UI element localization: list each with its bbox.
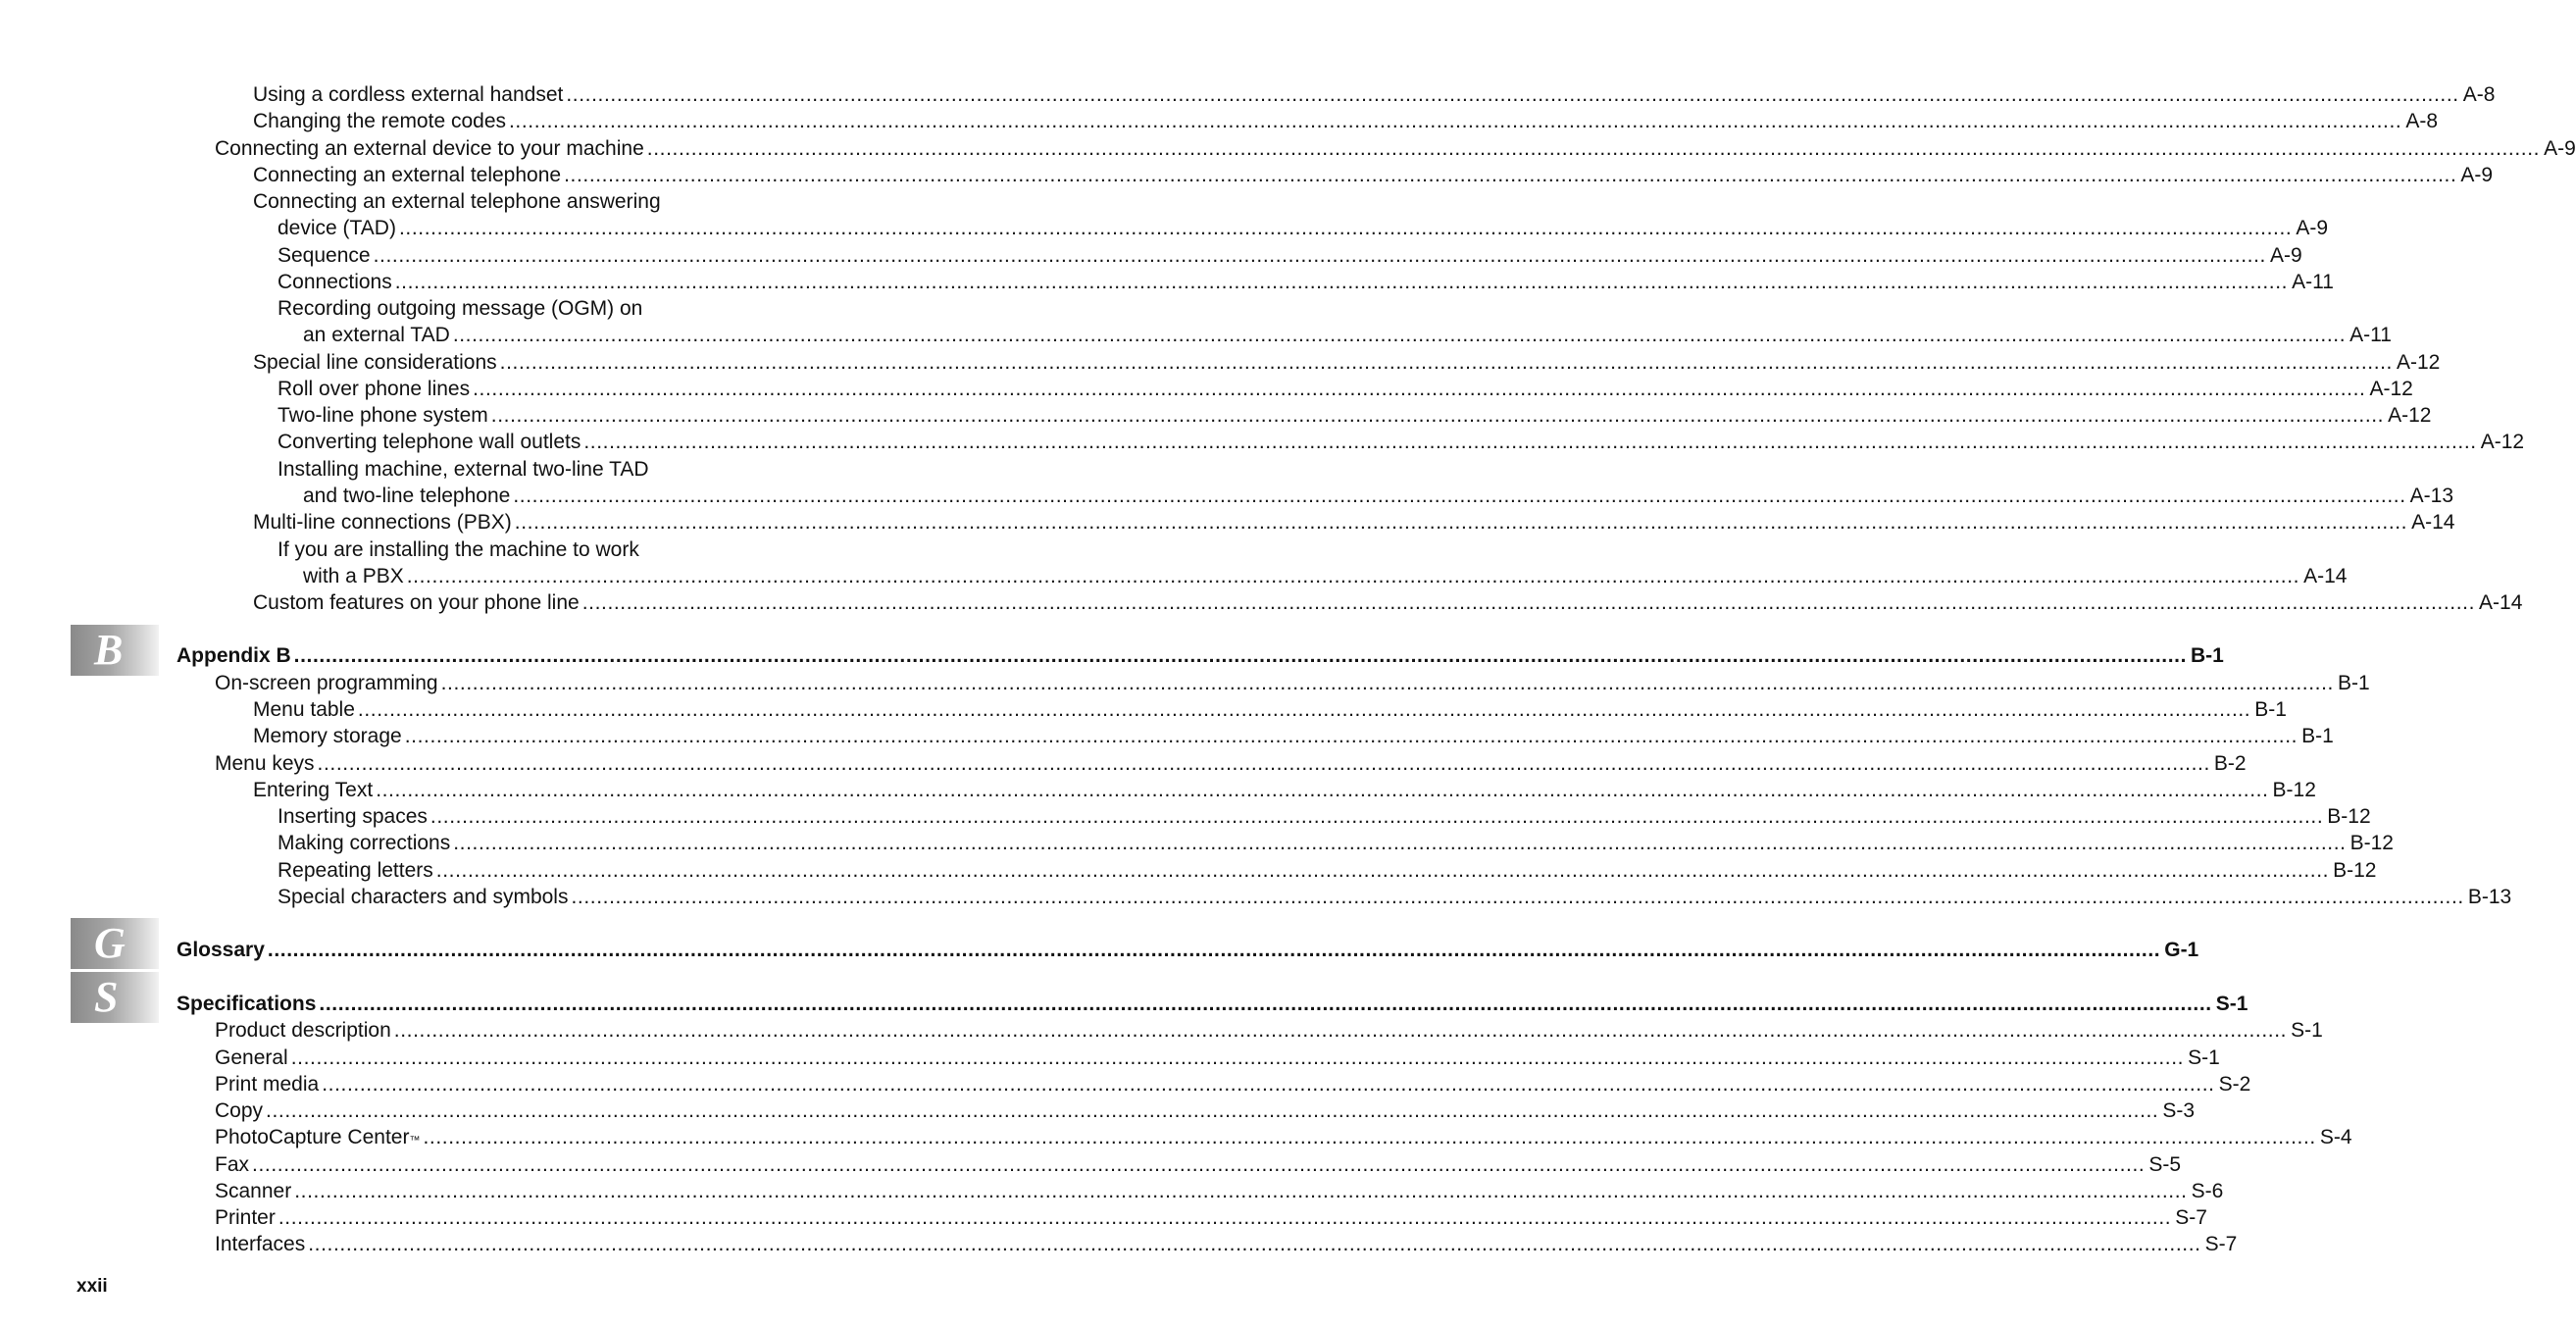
toc-page-number: A-14	[2303, 565, 2348, 587]
toc-page-number: B-12	[2272, 779, 2316, 801]
toc-entry-title: On-screen programming	[215, 672, 438, 694]
toc-entry-title: Changing the remote codes	[253, 110, 506, 132]
toc-entry-title: Converting telephone wall outlets	[278, 431, 581, 453]
toc-entry-title: Menu keys	[215, 752, 315, 775]
dot-leader: ............................................................................................................................................................................................................................................................................................................	[490, 404, 2385, 427]
toc-entry[interactable]	[215, 1151, 2182, 1178]
toc-entry[interactable]	[278, 402, 2432, 429]
toc-page-number: B-2	[2213, 752, 2247, 775]
dot-leader: ............................................................................................................................................................................................................................................................................................................	[322, 1073, 2215, 1096]
toc-entry-title: an external TAD	[303, 324, 450, 346]
toc-entry[interactable]	[253, 696, 2287, 723]
toc-entry[interactable]	[278, 830, 2394, 856]
toc-entry-title: Connecting an external telephone	[253, 164, 562, 186]
toc-page-number: B-12	[2327, 805, 2371, 828]
toc-entry[interactable]	[253, 81, 2496, 108]
dot-leader: ............................................................................................................................................................................................................................................................................................................	[566, 83, 2459, 106]
toc-entry[interactable]	[278, 269, 2334, 295]
toc-entry-title: Appendix B	[177, 644, 291, 667]
dot-leader: ............................................................................................................................................................................................................................................................................................................	[373, 244, 2266, 267]
toc-page-number: S-6	[2191, 1180, 2224, 1202]
dot-leader: ............................................................................................................................................................................................................................................................................................................	[406, 565, 2300, 587]
toc-page-number: A-14	[2411, 511, 2455, 534]
dot-leader: ............................................................................................................................................................................................................................................................................................................	[267, 939, 2161, 961]
dot-leader: ............................................................................................................................................................................................................................................................................................................	[290, 1046, 2185, 1069]
dot-leader: ............................................................................................................................................................................................................................................................................................................	[499, 351, 2393, 374]
toc-entry-title: If you are installing the machine to work	[278, 538, 639, 561]
toc-entry-title: Using a cordless external handset	[253, 83, 564, 106]
toc-entry-title: with a PBX	[303, 565, 404, 587]
dot-leader: ............................................................................................................................................................................................................................................................................................................	[513, 484, 2406, 507]
toc-entry-title: Menu table	[253, 698, 355, 721]
toc-entry[interactable]	[215, 1204, 2207, 1231]
toc-entry[interactable]	[253, 349, 2441, 376]
section-tab-letter: G	[94, 919, 126, 967]
toc-entry-title: Connecting an external device to your machine	[215, 137, 644, 160]
toc-entry[interactable]	[253, 723, 2334, 749]
toc-entry[interactable]	[278, 376, 2413, 402]
toc-entry-title: Connecting an external telephone answering	[253, 190, 661, 213]
toc-entry[interactable]	[215, 135, 2576, 162]
toc-entry-title: Fax	[215, 1153, 250, 1176]
toc-section-heading[interactable]	[177, 937, 2199, 963]
dot-leader: ............................................................................................................................................................................................................................................................................................................	[319, 993, 2212, 1015]
toc-entry-title: and two-line telephone	[303, 484, 511, 507]
section-tab-s	[71, 972, 159, 1023]
toc-entry[interactable]	[215, 1071, 2251, 1097]
toc-entry-title: Repeating letters	[278, 859, 433, 882]
toc-page-number: A-9	[2269, 244, 2302, 267]
toc-entry-title: Making corrections	[278, 832, 451, 854]
toc-entry[interactable]	[278, 295, 808, 322]
toc-page-number: B-12	[2349, 832, 2394, 854]
toc-page-number: G-1	[2164, 939, 2199, 961]
toc-page-number: S-7	[2204, 1233, 2238, 1255]
toc-entry-title: Product description	[215, 1019, 391, 1042]
toc-page-number: A-9	[2544, 137, 2576, 160]
toc-entry[interactable]	[215, 670, 2370, 696]
toc-entry-title: Interfaces	[215, 1233, 306, 1255]
toc-entry[interactable]	[278, 857, 2377, 884]
toc-page-number: S-3	[2162, 1099, 2196, 1122]
dot-leader: ............................................................................................................................................................................................................................................................................................................	[404, 725, 2298, 747]
toc-entry-title: Two-line phone system	[278, 404, 488, 427]
toc-entry[interactable]	[303, 563, 2348, 589]
toc-entry-title: Special line considerations	[253, 351, 497, 374]
toc-entry[interactable]: PhotoCapture Center ™ ............................................................................................................................................................................................................................................................................................................ S-4	[215, 1126, 2352, 1148]
toc-section-heading[interactable]	[177, 991, 2248, 1017]
toc-entry-title: Entering Text	[253, 779, 374, 801]
toc-page-number: B-1	[2337, 672, 2370, 694]
toc-entry-title: Inserting spaces	[278, 805, 428, 828]
toc-entry-title: Installing machine, external two-line TAD	[278, 458, 649, 481]
toc-section-heading[interactable]	[177, 642, 2224, 669]
toc-page-number: B-12	[2333, 859, 2377, 882]
toc-entry[interactable]	[253, 589, 2523, 616]
toc-page-number: A-9	[2460, 164, 2494, 186]
toc-page-number: S-7	[2175, 1206, 2207, 1229]
toc-page-number: A-12	[2369, 378, 2413, 400]
dot-leader: ............................................................................................................................................................................................................................................................................................................	[308, 1233, 2201, 1255]
dot-leader: ............................................................................................................................................................................................................................................................................................................	[393, 1019, 2288, 1042]
toc-page-number: B-1	[2254, 698, 2287, 721]
toc-page-number: A-12	[2397, 351, 2441, 374]
toc-page-number: B-13	[2467, 886, 2512, 908]
section-tab-letter: S	[94, 973, 119, 1021]
dot-leader: ............................................................................................................................................................................................................................................................................................................	[376, 779, 2269, 801]
dot-leader: ............................................................................................................................................................................................................................................................................................................	[435, 859, 2330, 882]
toc-page-number: B-1	[2301, 725, 2334, 747]
dot-leader: ............................................................................................................................................................................................................................................................................................................	[453, 832, 2347, 854]
dot-leader: ............................................................................................................................................................................................................................................................................................................	[294, 1180, 2188, 1202]
dot-leader: ............................................................................................................................................................................................................................................................................................................	[357, 698, 2251, 721]
toc-page-number: A-11	[2292, 271, 2334, 293]
toc-entry[interactable]	[278, 429, 2525, 455]
toc-entry[interactable]	[215, 750, 2247, 777]
toc-entry-title: Recording outgoing message (OGM) on	[278, 297, 643, 320]
toc-entry-title: Printer	[215, 1206, 276, 1229]
toc-entry-title: device (TAD)	[278, 217, 396, 239]
dot-leader: ............................................................................................................................................................................................................................................................................................................	[278, 1206, 2172, 1229]
toc-entry[interactable]	[215, 1045, 2220, 1071]
section-tab-b	[71, 625, 159, 676]
toc-page-number: A-12	[2480, 431, 2525, 453]
toc-entry[interactable]	[278, 536, 808, 563]
toc-entry-title: Scanner	[215, 1180, 292, 1202]
toc-entry[interactable]	[303, 322, 2392, 348]
toc-entry[interactable]	[278, 456, 808, 483]
dot-leader: ............................................................................................................................................................................................................................................................................................................	[564, 164, 2457, 186]
toc-entry[interactable]	[215, 1017, 2323, 1044]
toc-page-number: A-14	[2479, 591, 2523, 614]
toc-entry-title: Memory storage	[253, 725, 402, 747]
toc-entry-title: Glossary	[177, 939, 265, 961]
dot-leader: ............................................................................................................................................................................................................................................................................................................	[473, 378, 2366, 400]
toc-page-number: S-2	[2218, 1073, 2251, 1096]
toc-entry[interactable]	[278, 884, 2512, 910]
section-tab-letter: B	[94, 626, 124, 674]
toc-entry[interactable]	[253, 509, 2455, 536]
toc-entry[interactable]	[253, 162, 2494, 188]
toc-entry-title: PhotoCapture Center	[215, 1126, 410, 1148]
toc-page-number: A-12	[2388, 404, 2432, 427]
dot-leader: ............................................................................................................................................................................................................................................................................................................	[423, 1126, 2316, 1148]
dot-leader: ............................................................................................................................................................................................................................................................................................................	[583, 431, 2477, 453]
dot-leader: ............................................................................................................................................................................................................................................................................................................	[398, 217, 2293, 239]
toc-entry[interactable]	[215, 1231, 2238, 1257]
dot-leader: ............................................................................................................................................................................................................................................................................................................	[252, 1153, 2146, 1176]
toc-page-number: S-1	[2188, 1046, 2220, 1069]
toc-entry[interactable]	[215, 1097, 2196, 1124]
toc-entry[interactable]	[278, 215, 2328, 241]
dot-leader: ............................................................................................................................................................................................................................................................................................................	[429, 805, 2324, 828]
dot-leader: ............................................................................................................................................................................................................................................................................................................	[646, 137, 2541, 160]
toc-entry-title: Sequence	[278, 244, 371, 267]
toc-entry-title: Custom features on your phone line	[253, 591, 580, 614]
dot-leader: ............................................................................................................................................................................................................................................................................................................	[394, 271, 2289, 293]
dot-leader: ............................................................................................................................................................................................................................................................................................................	[452, 324, 2347, 346]
dot-leader: ............................................................................................................................................................................................................................................................................................................	[581, 591, 2476, 614]
dot-leader: ............................................................................................................................................................................................................................................................................................................	[509, 110, 2402, 132]
toc-entry-title: Copy	[215, 1099, 264, 1122]
toc-page-number: A-9	[2296, 217, 2328, 239]
toc-entry-title: Print media	[215, 1073, 320, 1096]
toc-entry[interactable]	[278, 803, 2371, 830]
toc-entry-title: General	[215, 1046, 288, 1069]
dot-leader: ............................................................................................................................................................................................................................................................................................................	[266, 1099, 2159, 1122]
toc-page-number: A-8	[2405, 110, 2439, 132]
section-tab-g	[71, 918, 159, 969]
toc-entry-title: Connections	[278, 271, 392, 293]
toc-entry[interactable]	[253, 777, 2316, 803]
toc-page-number: A-8	[2462, 83, 2496, 106]
toc-entry[interactable]	[303, 483, 2454, 509]
toc-page-number: S-5	[2148, 1153, 2182, 1176]
toc-page-number: S-1	[2291, 1019, 2323, 1042]
toc-entry[interactable]	[215, 1178, 2224, 1204]
toc-entry[interactable]	[253, 188, 808, 215]
toc-page-number: B-1	[2191, 644, 2224, 667]
toc-entry-title: Multi-line connections (PBX)	[253, 511, 512, 534]
dot-leader: ............................................................................................................................................................................................................................................................................................................	[317, 752, 2210, 775]
toc-entry-title: Specifications	[177, 993, 317, 1015]
toc-page-number: S-1	[2215, 993, 2248, 1015]
dot-leader: ............................................................................................................................................................................................................................................................................................................	[514, 511, 2408, 534]
dot-leader: ............................................................................................................................................................................................................................................................................................................	[571, 886, 2464, 908]
toc-entry[interactable]	[278, 242, 2302, 269]
toc-page-number: A-11	[2349, 324, 2392, 346]
toc-page-number: S-4	[2319, 1126, 2352, 1148]
dot-leader: ............................................................................................................................................................................................................................................................................................................	[293, 644, 2188, 667]
toc-entry-title: Special characters and symbols	[278, 886, 569, 908]
toc-entry[interactable]	[253, 108, 2439, 134]
toc-entry-title: Roll over phone lines	[278, 378, 471, 400]
page-number: xxii	[76, 1276, 108, 1297]
toc-page-number: A-13	[2409, 484, 2454, 507]
dot-leader: ............................................................................................................................................................................................................................................................................................................	[440, 672, 2334, 694]
